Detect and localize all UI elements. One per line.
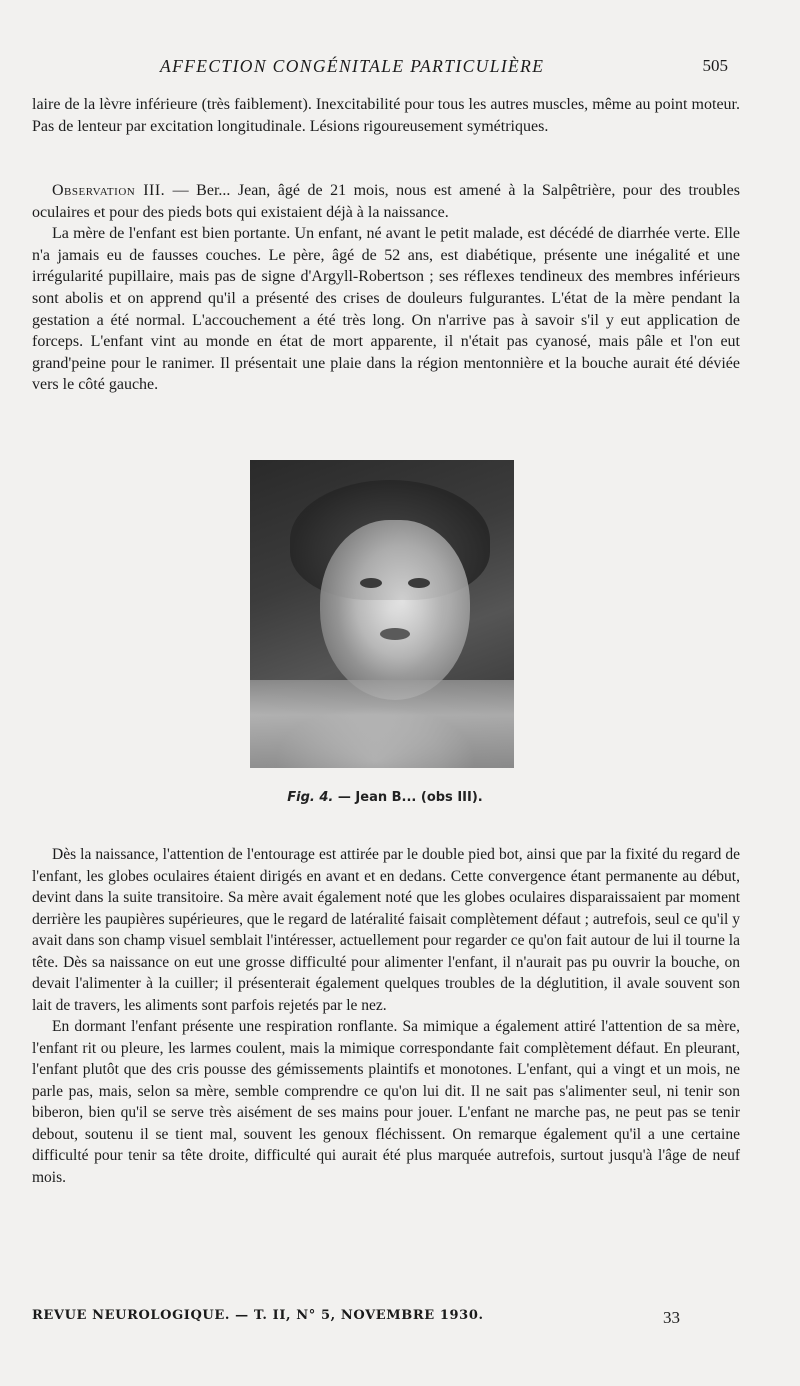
figure-label: Fig. 4. — [287, 790, 334, 805]
paragraph-birth-findings: Dès la naissance, l'attention de l'entourage est attirée par le double pied bot, ainsi que par la fixité du regard de l'enfant, les globes oculaires étaient dirigés en avant et en dedans. Cette convergence étant permanente au début, devint dans la suite transitoire. Sa mère avait également noté que les globes oculaires disparaissaient par moment derrière les paupières supérieures, que le regard de latéralité faisait complètement défaut ; autrefois, seul ce qu'il y avait dans son champ visuel semblait l'intéresser, actuellement pour regarder ce qu'on fait autour de lui il tourne la tête. Dès sa naissance on eut une grosse difficulté pour alimenter l'enfant, il n'aurait pas pu ouvrir la bouche, on devait l'alimenter à la cuiller; il présenterait également quelques troubles de la déglutition, il avale souvent son lait de travers, les aliments sont parfois rejetés par le nez. — [32, 846, 740, 1014]
text-block-observation — [32, 180, 740, 396]
footer-journal: REVUE NEUROLOGIQUE. — T. II, N° 5, NOVEMBRE 1930. — [32, 1308, 484, 1323]
figure-caption-text: — Jean B... (obs III). — [333, 790, 483, 805]
footer-sheet-number: 33 — [663, 1308, 680, 1327]
photo-eye-left — [360, 578, 382, 588]
figure-caption — [0, 790, 770, 805]
figure-photograph — [250, 460, 514, 768]
paragraph-continuation: laire de la lèvre inférieure (très faiblement). Inexcitabilité pour tous les autres muscles, même au point moteur. Pas de lenteur par excitation longitudinale. Lésions rigoureusement symétriques. — [32, 96, 740, 135]
running-header — [0, 56, 800, 80]
observation-intro-text: — Ber... Jean, âgé de 21 mois, nous est amené à la Salpêtrière, pour des troubles oculaires et pour des pieds bots qui existaient déjà à la naissance. — [32, 182, 740, 221]
paragraph-observation-intro — [32, 180, 740, 223]
page-footer — [0, 1308, 800, 1332]
photo-collar — [250, 680, 514, 768]
text-block-top — [32, 94, 740, 137]
running-title: AFFECTION CONGÉNITALE PARTICULIÈRE — [160, 56, 545, 76]
photo-eye-right — [408, 578, 430, 588]
page-number: 505 — [702, 56, 728, 75]
paragraph-current-state: En dormant l'enfant présente une respiration ronflante. Sa mimique a également attiré l'attention de sa mère, l'enfant rit ou pleure, les larmes coulent, mais la mimique correspondante fait complètement défaut. En pleurant, l'enfant plutôt que des cris pousse des gémissements plaintifs et monotones. L'enfant, qui a vingt et un mois, ne parle pas, mais, selon sa mère, semble comprendre ce qu'on lui dit. Il ne sait pas s'alimenter seul, ni tenir son biberon, bien qu'il se serve très aisément de ses mains pour jouer. L'enfant ne marche pas, ne peut pas se tenir debout, soutenu il se tient mal, souvent les genoux fléchissent. On remarque également qu'il a une certaine difficulté pour tenir sa tête droite, difficulté qui aurait été plus marquée autrefois, surtout jusqu'à l'âge de neuf mois. — [32, 1018, 740, 1186]
observation-label: Observation III. — [52, 182, 166, 199]
paragraph-family-history: La mère de l'enfant est bien portante. Un enfant, né avant le petit malade, est décédé de diarrhée verte. Elle n'a jamais eu de fausses couches. Le père, âgé de 52 ans, est diabétique, présente une inégalité et une irrégularité pupillaire, mais pas de signe d'Argyll-Robertson ; ses réflexes tendineux des membres inférieurs sont abolis et on apprend qu'il a présenté des crises de douleurs fulgurantes. L'état de la mère pendant la gestation a été normal. L'accouchement a été très long. On n'arrive pas à savoir s'il y eut application de forceps. L'enfant vint au monde en état de mort apparente, il n'était pas cyanosé, mais pâle et l'on eut grand'peine pour le ranimer. Il présentait une plaie dans la région mentonnière et la bouche aurait été déviée vers le côté gauche. — [32, 225, 740, 394]
photo-face — [320, 520, 470, 700]
text-block-bottom — [32, 844, 740, 1188]
photo-mouth — [380, 628, 410, 640]
